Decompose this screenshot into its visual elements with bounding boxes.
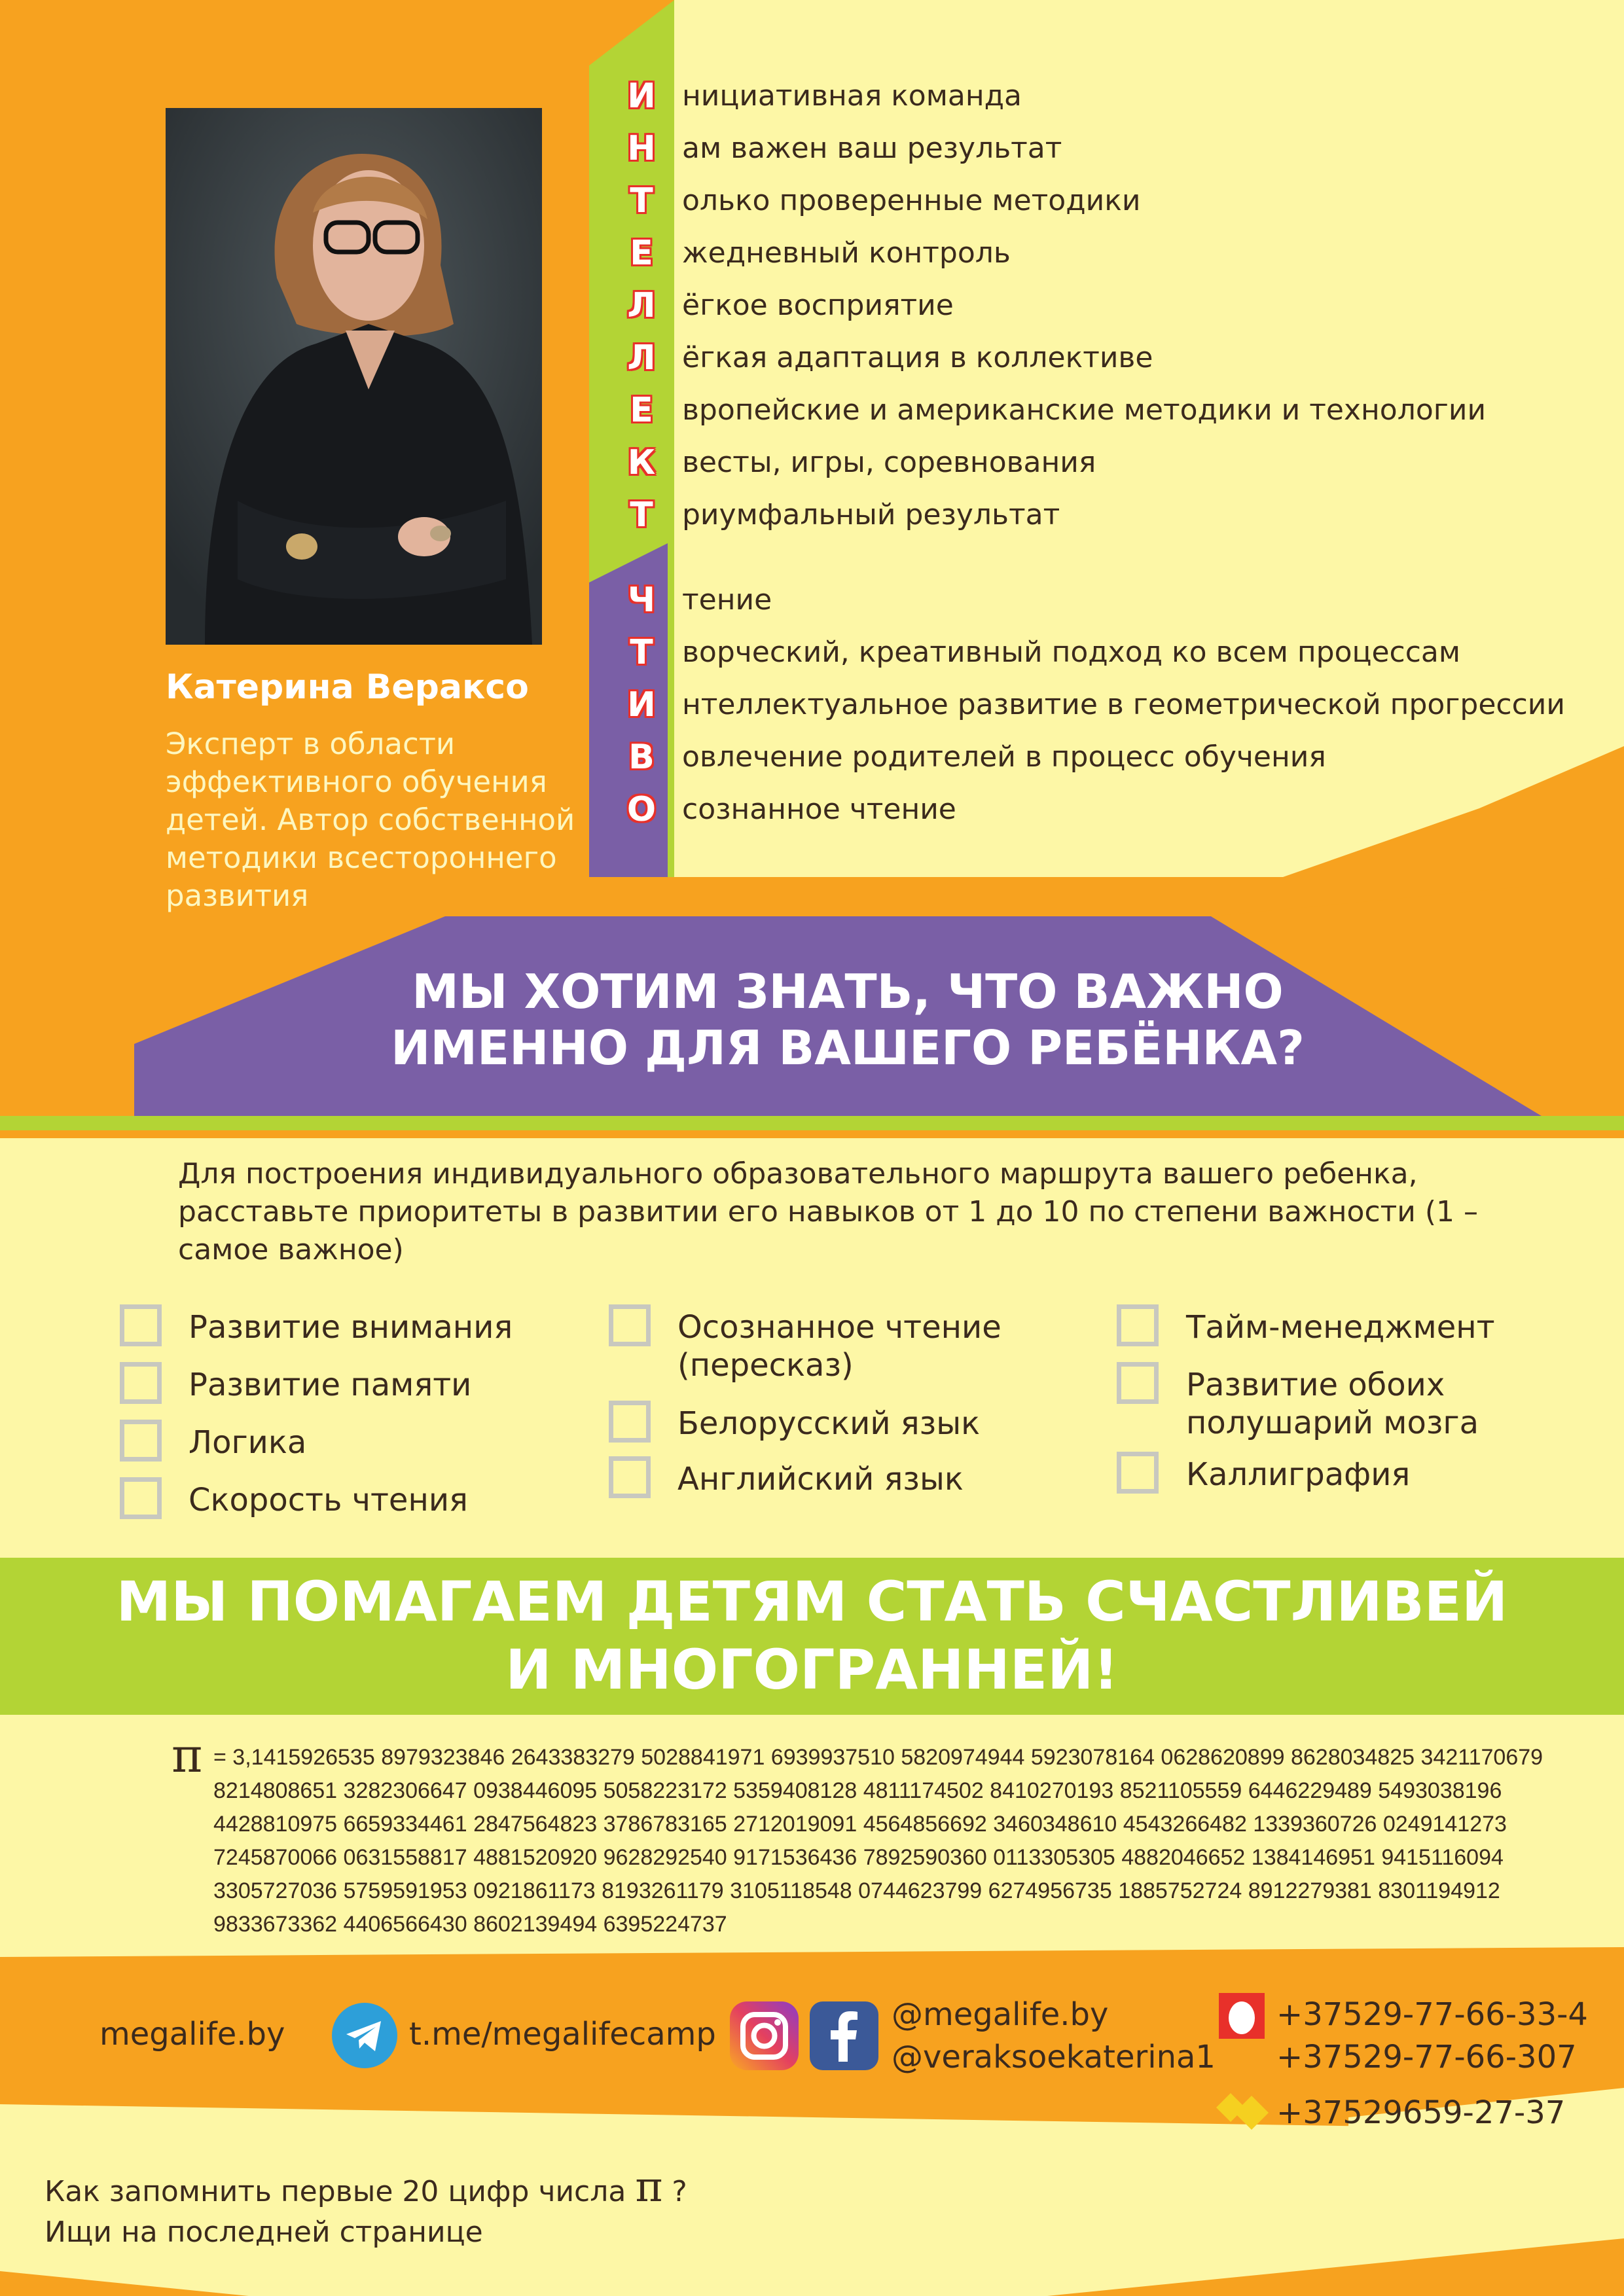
acrostic-letter: В	[628, 738, 655, 777]
acrostic-line: жедневный контроль	[682, 236, 1011, 270]
site-link[interactable]: megalife.by	[99, 2016, 285, 2053]
phone-mts-1[interactable]: +37529-77-66-33-4	[1276, 1996, 1588, 2033]
acrostic-letter: И	[627, 685, 656, 725]
acrostic-letter: Т	[630, 633, 653, 672]
checkbox[interactable]	[120, 1304, 162, 1346]
checkbox[interactable]	[120, 1362, 162, 1404]
acrostic-letter: Л	[627, 338, 656, 378]
facebook-icon[interactable]	[810, 2001, 878, 2070]
acrostic-line: вропейские и американские методики и технологии	[682, 393, 1487, 427]
checkbox-label: Развитие обоих полушарий мозга	[1186, 1367, 1479, 1441]
mts-icon	[1219, 1993, 1265, 2039]
bottom-note-text: Как запомнить первые 20 цифр числа	[45, 2175, 626, 2208]
checkbox-label: Логика	[189, 1424, 307, 1461]
velcom-icon	[1216, 2093, 1269, 2132]
checkbox[interactable]	[609, 1304, 651, 1346]
acrostic-letter: И	[627, 77, 656, 116]
instagram-handle[interactable]: @megalife.by	[892, 1996, 1109, 2033]
checkbox[interactable]	[120, 1477, 162, 1519]
acrostic-letter: Л	[627, 286, 656, 325]
acrostic-line: олько проверенные методики	[682, 184, 1141, 217]
acrostic-line: овлечение родителей в процесс обучения	[682, 740, 1326, 774]
checkbox-label: Скорость чтения	[189, 1482, 468, 1518]
checkbox[interactable]	[609, 1401, 651, 1443]
checkbox[interactable]	[1117, 1452, 1159, 1494]
telegram-link[interactable]: t.me/megalifecamp	[409, 2016, 716, 2053]
acrostic-letter: Ч	[627, 581, 656, 620]
checkbox-label: Английский язык	[677, 1461, 964, 1498]
checkbox[interactable]	[1117, 1362, 1159, 1404]
acrostic-intellekt-letters	[625, 70, 658, 541]
bottom-note-line-2: Ищи на последней странице	[45, 2215, 483, 2249]
acrostic-line: ам важен ваш результат	[682, 132, 1062, 165]
facebook-handle[interactable]: @veraksoekaterina1	[892, 2039, 1216, 2075]
bottom-note-question: ?	[672, 2175, 687, 2208]
portrait-photo	[166, 108, 542, 645]
checkbox-label: Каллиграфия	[1186, 1456, 1411, 1493]
checkbox-label: Белорусский язык	[677, 1405, 981, 1442]
phone-velcom[interactable]: +37529659-27-37	[1276, 2094, 1566, 2131]
acrostic-letter: О	[626, 790, 657, 829]
instagram-icon[interactable]	[730, 2001, 799, 2070]
pi-symbol-small: π	[635, 2163, 663, 2212]
checkbox[interactable]	[609, 1456, 651, 1498]
acrostic-line: риумфальный результат	[682, 498, 1060, 531]
heading-happier-children	[0, 1568, 1624, 1704]
heading-line: МЫ ХОТИМ ЗНАТЬ, ЧТО ВАЖНО	[412, 964, 1284, 1019]
acrostic-chtivo-lines	[682, 574, 1565, 836]
acrostic-line: тение	[682, 583, 772, 617]
acrostic-intellekt-lines	[682, 70, 1486, 541]
acrostic-line: нициативная команда	[682, 79, 1022, 113]
acrostic-line: весты, игры, соревнования	[682, 446, 1096, 479]
acrostic-letter: Т	[630, 181, 653, 221]
heading-what-matters	[196, 963, 1499, 1076]
acrostic-letter: Е	[630, 391, 653, 430]
acrostic-letter: Н	[627, 129, 656, 168]
acrostic-letter: Т	[630, 495, 653, 535]
heading-line: МЫ ПОМАГАЕМ ДЕТЯМ СТАТЬ СЧАСТЛИВЕЙ	[116, 1570, 1508, 1634]
heading-line: И МНОГОГРАННЕЙ!	[505, 1638, 1119, 1702]
checkbox-label: Развитие памяти	[189, 1367, 472, 1403]
acrostic-line: ворческий, креативный подход ко всем процессам	[682, 636, 1461, 669]
expert-name: Катерина Вераксо	[166, 668, 529, 707]
telegram-icon[interactable]	[332, 2003, 397, 2068]
acrostic-line: сознанное чтение	[682, 793, 956, 826]
checkbox[interactable]	[1117, 1304, 1159, 1346]
acrostic-line: нтеллектуальное развитие в геометрической прогрессии	[682, 688, 1565, 721]
acrostic-chtivo-letters	[625, 574, 658, 836]
pi-digits: = 3,1415926535 8979323846 2643383279 5028841971 6939937510 5820974944 5923078164 0628620899 8628034825 3421170679 8214808651 3282306647 0938446095 5058223172 5359408128 4811174502 8410270193 8521105559 6446229489 5493038196 4428810975 6659334461 2847564823 3786783165 2712019091 4564856692 3460348610 4543266482 1339360726 0249141273 7245870066 0631558817 4881520920 9628292540 9171536436 7892590360 0113305305 4882046652 1384146951 9415116094 3305727036 5759591953 0921861173 8193261179 3105118548 0744623799 6274956735 1885752724 8912279381 8301194912 9833673362 4406566430 8602139494 6395224737	[213, 1745, 1543, 1937]
phone-mts-2[interactable]: +37529-77-66-307	[1276, 2039, 1577, 2075]
acrostic-letter: К	[627, 443, 656, 482]
heading-line: ИМЕННО ДЛЯ ВАШЕГО РЕБЁНКА?	[391, 1020, 1305, 1075]
bottom-note	[45, 2163, 687, 2253]
checkbox[interactable]	[120, 1420, 162, 1462]
acrostic-letter: Е	[630, 234, 653, 273]
pi-symbol: π	[171, 1728, 203, 1783]
acrostic-line: ёгкое восприятие	[682, 289, 954, 322]
expert-bio: Эксперт в области эффективного обучения детей. Автор собственной методики всестороннего развития	[166, 726, 575, 913]
checkbox-label: Тайм-менеджмент	[1186, 1309, 1495, 1346]
acrostic-line: ёгкая адаптация в коллективе	[682, 341, 1153, 374]
intro-text: Для построения индивидуального образовательного маршрута вашего ребенка, расставьте приоритеты в развитии его навыков от 1 до 10 по степени важности (1 – самое важное)	[178, 1157, 1479, 1266]
checkbox-label: Осознанное чтение (пересказ)	[677, 1309, 1001, 1384]
bottom-note-line-1	[45, 2163, 687, 2212]
checkbox-label: Развитие внимания	[189, 1309, 513, 1346]
